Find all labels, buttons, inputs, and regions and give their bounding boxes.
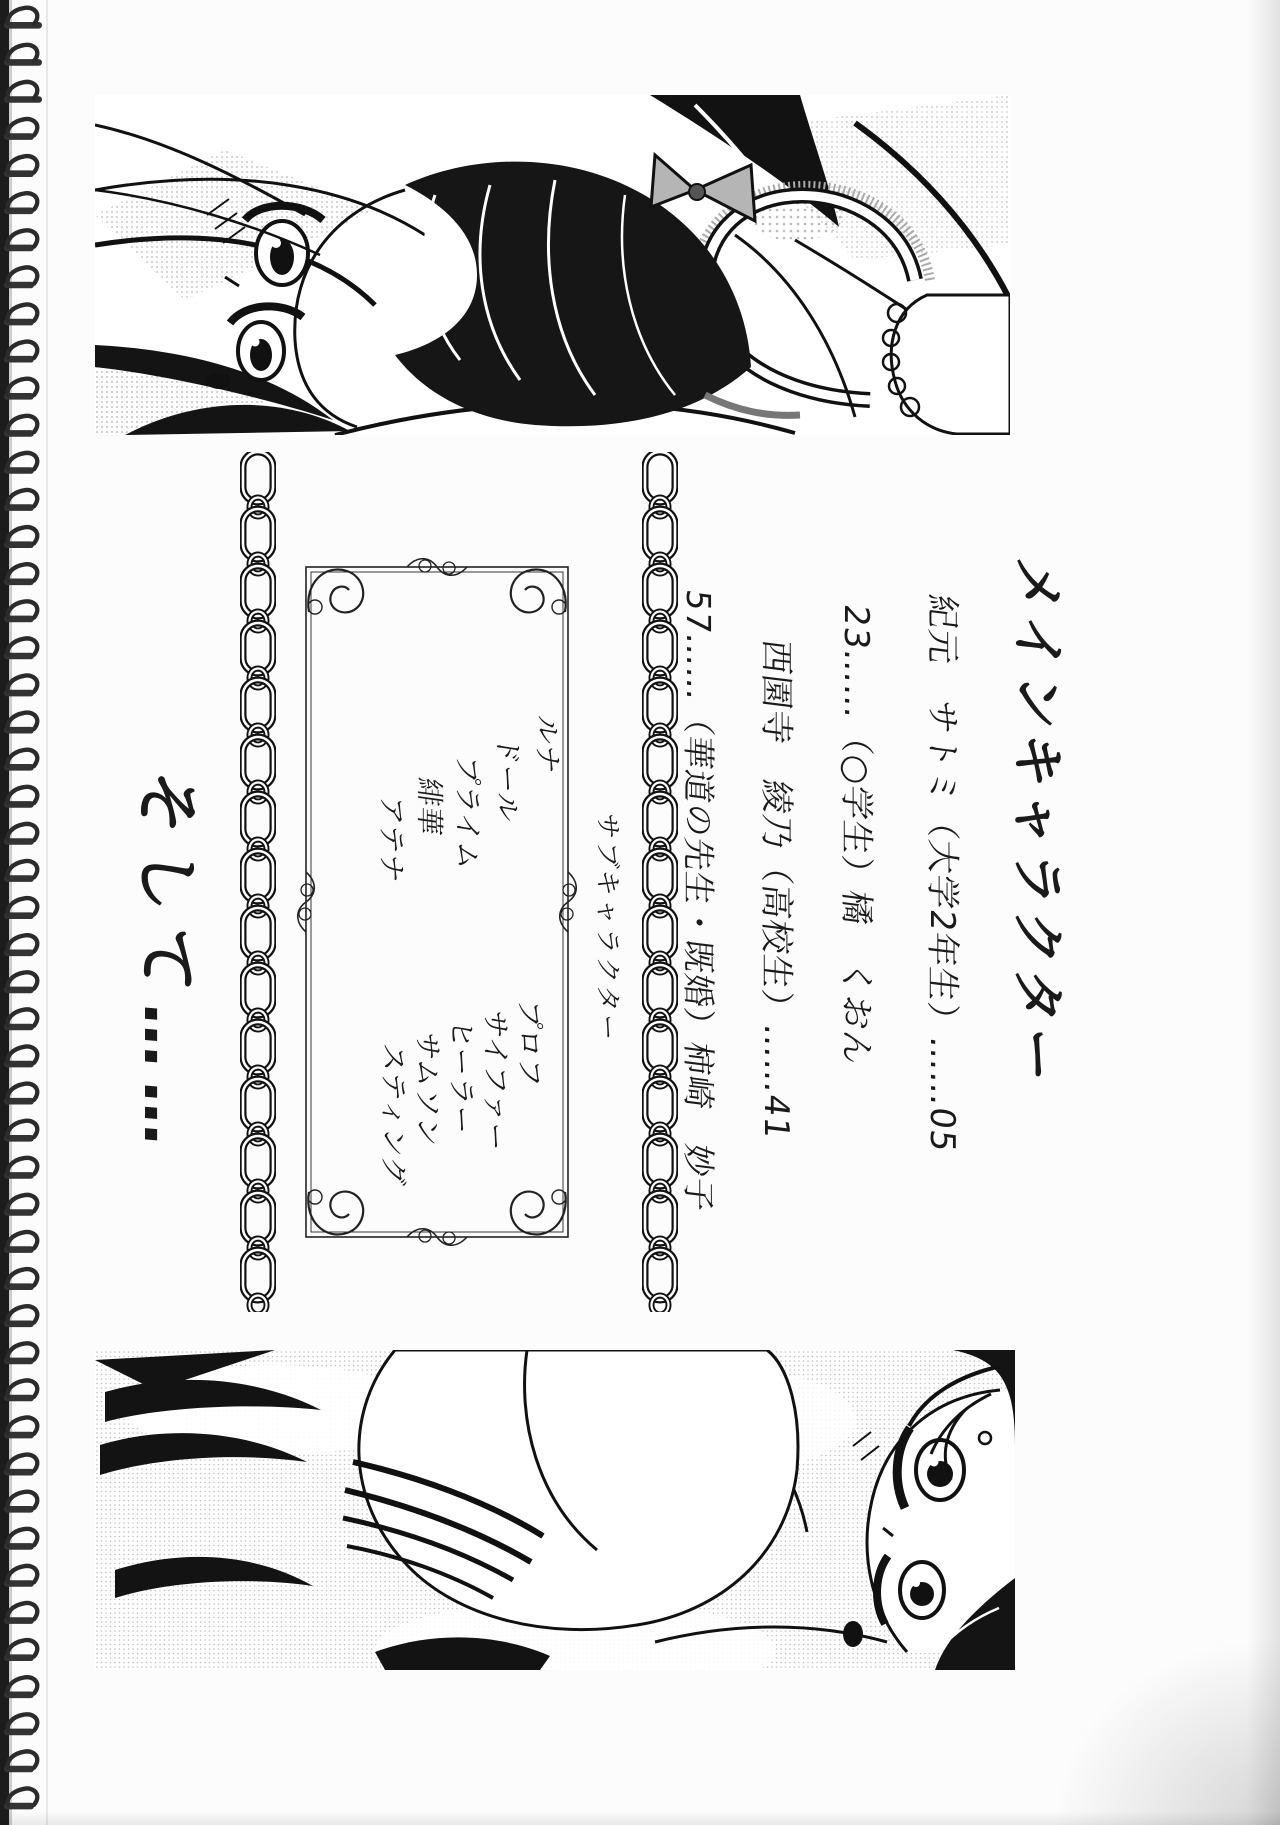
page-corner-shadow [1050,1635,1280,1825]
sub-character-name: アテナ [375,793,408,886]
table-of-contents [680,550,1080,1240]
bottom-illustration [95,1350,1015,1670]
spiral-binding-icon [0,0,60,1825]
toc-entry: 23……（○学生）橘 くおん [836,602,876,1068]
toc-entry: 紀元 サトミ（大学2年生）……05 [922,592,962,1155]
sub-character-name: プライム [451,753,484,874]
sub-characters-frame [297,558,577,1246]
sub-character-name: ドール [491,733,524,825]
toc-entry: 57……（華道の先生・既婚）柿崎 妙子 [679,587,718,1215]
chain-ornament-right-icon [642,452,678,1312]
sub-character-name: スティング [377,1041,410,1188]
sub-character-name: ルナ [531,713,564,777]
page-edge-shadow [1246,0,1280,1825]
page-crease [46,0,48,1825]
main-characters-title: メインキャラクター [1006,554,1069,1090]
toc-entry: 西園寺 綾乃（高校生）……41 [756,637,796,1143]
top-illustration [95,95,1010,435]
sub-character-name: 緋華 [413,775,446,839]
sub-character-name: プロフ [513,997,546,1090]
sub-characters-title: サブキャラクター [592,811,622,1045]
chain-ornament-left-icon [240,452,276,1312]
outro-text: そして…… [129,767,203,1164]
sub-character-name: ヒーラー [445,1017,478,1137]
sub-character-name: サイファー [479,1007,512,1154]
sub-character-name: サムソン [411,1029,444,1149]
